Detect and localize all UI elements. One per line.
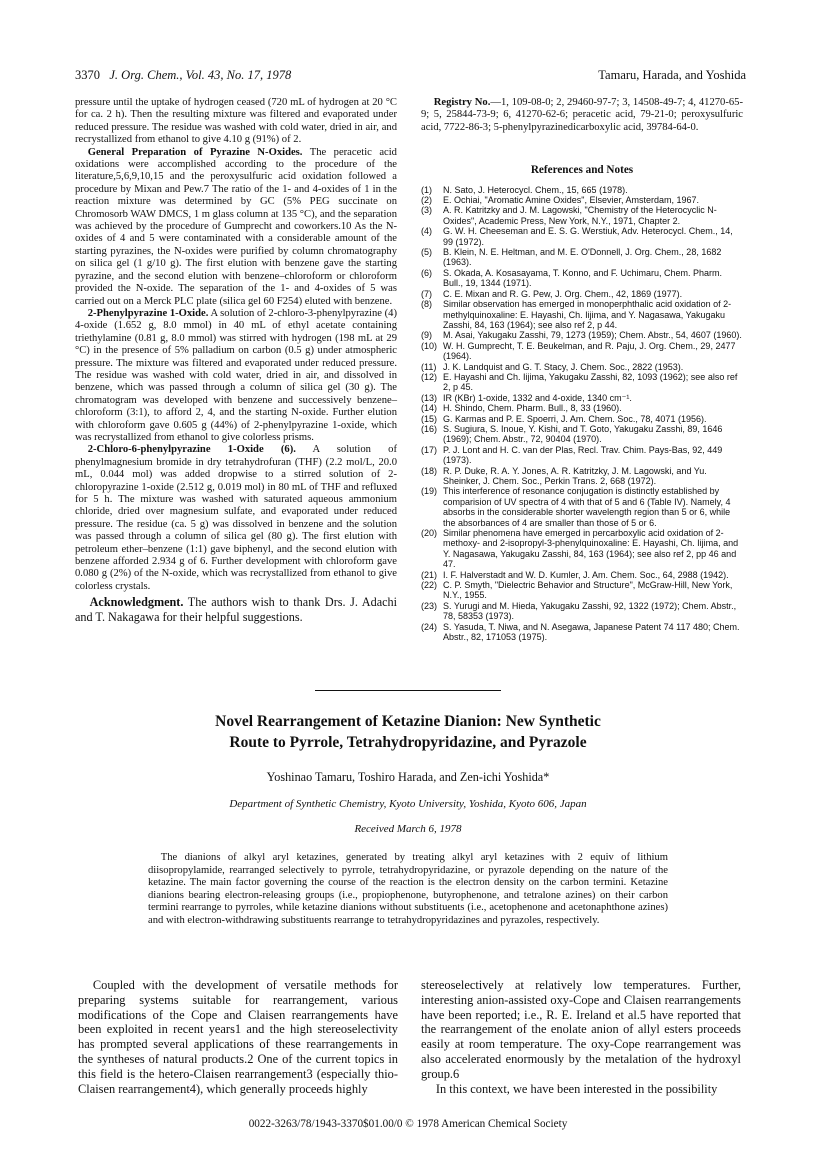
left-column	[75, 97, 397, 624]
reference-number: (21)	[421, 569, 438, 580]
reference-number: (22)	[421, 580, 438, 591]
reference-item	[421, 362, 743, 372]
acknowledgment	[75, 595, 397, 624]
section-heading: 2-Phenylpyrazine 1-Oxide.	[87, 307, 209, 319]
reference-number: (2)	[421, 195, 432, 206]
section-heading: Acknowledgment.	[89, 595, 184, 610]
reference-text: S. Yasuda, T. Niwa, and N. Asegawa, Japanese Patent 74 117 480; Chem. Abstr., 82, 171053 (1975).	[443, 621, 740, 643]
reference-item	[421, 414, 743, 424]
reference-item	[421, 226, 743, 247]
reference-number: (4)	[421, 226, 432, 237]
copyright-footer: 0022-3263/78/1943-3370$01.00/0 © 1978 American Chemical Society	[248, 1118, 568, 1130]
reference-number: (16)	[421, 423, 438, 434]
reference-text: G. W. H. Cheeseman and E. S. G. Werstiuk, Adv. Heterocycl. Chem., 14, 99 (1972).	[443, 226, 733, 247]
reference-text: W. H. Gumprecht, T. E. Beukelman, and R. Paju, J. Org. Chem., 29, 2477 (1964).	[443, 340, 736, 362]
reference-number: (17)	[421, 444, 438, 455]
paragraph-text: —1, 109-08-0; 2, 29460-97-7; 3, 14508-49-7; 4, 41270-65-9; 5, 25844-73-9; 6, 41270-62-6; peracetic acid, 79-21-0; peroxysulfuric acid, 7722-86-3; 5-phenylpyrazinedicarboxylic acid, 39784-64-0.	[421, 97, 743, 133]
reference-number: (19)	[421, 486, 438, 497]
reference-item	[421, 466, 743, 487]
article-title	[90, 711, 726, 753]
reference-text: A. R. Katritzky and J. M. Lagowski, "Chemistry of the Heterocyclic N-Oxides", Academic Press, New York, N.Y., 1971, Chapter 2.	[443, 205, 717, 226]
paragraph-phenylpyrazine-oxide	[75, 308, 397, 444]
reference-item	[421, 185, 743, 195]
affiliation: Department of Synthetic Chemistry, Kyoto University, Yoshida, Kyoto 606, Japan	[229, 798, 587, 810]
reference-number: (23)	[421, 600, 438, 611]
reference-number: (24)	[421, 621, 438, 632]
reference-item	[421, 528, 743, 570]
paragraph-hydrogenation: pressure until the uptake of hydrogen ceased (720 mL of hydrogen at 20 °C for ca. 2 h). Then the resulting mixture was filtered and evaporated under reduced pressure. The residue was washed with cold water, dried in air, and recrystallized from ethanol to give 4.10 g (91%) of 2.	[75, 97, 397, 146]
reference-item	[421, 393, 743, 403]
reference-text: E. Ochiai, "Aromatic Amine Oxides", Elsevier, Amsterdam, 1967.	[443, 195, 699, 206]
reference-text: G. Karmas and P. E. Spoerri, J. Am. Chem. Soc., 78, 4071 (1956).	[443, 413, 707, 424]
reference-number: (12)	[421, 371, 438, 382]
paragraph-text: A solution of phenylmagnesium bromide in dry tetrahydrofuran (THF) (2.2 mol/L, 20.0 mL, 0.044 mol) was added dropwise to a stirred solution of 2-chloropyrazine 1-oxide (2.512 g, 0.019 mol) in 80 mL of THF and refluxed for 5 h. The mixture was washed with saturated aqueous ammonium chloride, dried over magnesium sulfate, and evaporated under reduced pressure. The residue (ca. 5 g) was dissolved in benzene and the solution was passed through a column of silica gel (80 g). The first elution with petroleum ether–benzene (1:1) gave biphenyl, and the second elution with benzene afforded 2.934 g of 6. Further development with chloroform gave 0.080 g (2%) of the N-oxide, which was recrystallized from ethanol to give colorless crystals.	[75, 444, 397, 592]
reference-item	[421, 570, 743, 580]
reference-number: (8)	[421, 299, 432, 310]
reference-text: P. J. Lont and H. C. van der Plas, Recl. Trav. Chim. Pays-Bas, 92, 449 (1973).	[443, 444, 723, 466]
reference-text: E. Hayashi and Ch. Iijima, Yakugaku Zasshi, 82, 1093 (1962); see also ref 2, p 45.	[443, 371, 738, 393]
reference-item	[421, 330, 743, 340]
reference-text: R. P. Duke, R. A. Y. Jones, A. R. Katritzky, J. M. Lagowski, and Yu. Sheinker, J. Chem. Soc., Perkin Trans. 2, 668 (1972).	[443, 465, 707, 486]
journal-citation: J. Org. Chem., Vol. 43, No. 17, 1978	[109, 68, 292, 82]
reference-number: (10)	[421, 340, 438, 351]
reference-item	[421, 289, 743, 299]
body-left-column	[78, 978, 398, 1096]
page-number: 3370	[75, 68, 100, 82]
reference-item	[421, 205, 743, 226]
reference-text: This interference of resonance conjugation is distinctly established by comparision of UV spectra of 4 with that of 5 and 6 (Table IV). Namely, 4 absorbs in the considerable shorter wavelength region than 5 or 6, while the absorbances of 4 are smaller than those of 5 or 6.	[443, 486, 731, 528]
registry-numbers	[421, 97, 743, 134]
reference-text: M. Asai, Yakugaku Zasshi, 79, 1273 (1959); Chem. Abstr., 54, 4607 (1960).	[443, 330, 742, 341]
reference-text: S. Yurugi and M. Hieda, Yakugaku Zasshi, 92, 1322 (1972); Chem. Abstr., 78, 58353 (1973).	[443, 600, 737, 622]
reference-number: (7)	[421, 288, 432, 299]
reference-number: (3)	[421, 205, 432, 216]
reference-number: (15)	[421, 413, 438, 424]
title-line: Route to Pyrrole, Tetrahydropyridazine, and Pyrazole	[229, 734, 587, 751]
references-heading: References and Notes	[530, 164, 634, 177]
reference-text: IR (KBr) 1-oxide, 1332 and 4-oxide, 1340 cm⁻¹.	[443, 392, 632, 403]
paragraph-chloro-phenylpyrazine	[75, 444, 397, 593]
reference-number: (20)	[421, 528, 438, 539]
paragraph-text: A solution of 2-chloro-3-phenylpyrazine (4) 4-oxide (1.652 g, 8.0 mmol) in 40 mL of ethyl acetate containing triethylamine (0.81 g, 8.0 mmol) was stirred with hydrogen (198 mL at 29 °C) in the presence of 5% palladium on carbon (0.5 g) under atmospheric pressure. The mixture was filtered and evaporated under reduced pressure. The residue was washed with cold water, dried in air, and dissolved in benzene, which was passed through a column of silica gel (30 g). The chromatogram was developed with benzene and successively benzene–chloroform (3:1), to afford 2, 4, and the starting N-oxide. Further elution with chloroform gave 0.605 g (44%) of 2-phenylpyrazine 1-oxide, which was recrystallized from ethanol to give colorless prisms.	[75, 307, 397, 443]
received-date: Received March 6, 1978	[354, 823, 462, 835]
reference-item	[421, 195, 743, 205]
reference-number: (5)	[421, 247, 432, 258]
reference-item	[421, 580, 743, 601]
paragraph-n-oxide-prep	[75, 147, 397, 308]
reference-item	[421, 486, 743, 528]
references-list	[421, 185, 743, 643]
paragraph-text: The authors wish to thank Drs. J. Adachi and T. Nakagawa for their helpful suggestions.	[75, 595, 397, 624]
reference-item	[421, 403, 743, 413]
body-paragraph: Coupled with the development of versatile methods for preparing systems suitable for rearrangement, various modifications of the Cope and Claisen rearrangements have been exploited in recent years1 and the high stereoselectivity has prompted several applications of these rearrangements in the syntheses of natural products.2 One of the current topics in this field is the hetero-Claisen rearrangement3 (especially thio-Claisen rearrangement4), which generally proceeds highly	[78, 978, 398, 1096]
title-line: Novel Rearrangement of Ketazine Dianion: New Synthetic	[215, 713, 601, 730]
reference-text: S. Sugiura, S. Inoue, Y. Kishi, and T. Goto, Yakugaku Zasshi, 89, 1646 (1969); Chem. Abstr., 72, 90404 (1970).	[443, 423, 723, 445]
reference-item	[421, 247, 743, 268]
reference-item	[421, 622, 743, 643]
abstract: The dianions of alkyl aryl ketazines, generated by treating alkyl aryl ketazines with 2 equiv of lithium diisopropylamide, rearranged selectively to pyrrole, tetrahydropyridazine, or pyrazole depending on the nature of the ketazine. The main factor governing the course of the reaction is the electron density on the carbon termini. Ketazine dianions bearing electron-releasing groups (i.e., propiophenone, butyrophenone, and tetralone azines) on their carbon termini rearrange to pyrroles, while ketazine dianions without substituents (i.e., acetophenone and acetonaphthone azines) and with electron-withdrawing substituents rearrange to tetrahydropyridazines and pyrazoles, respectively.	[148, 852, 668, 926]
reference-number: (9)	[421, 330, 432, 341]
right-column	[421, 97, 743, 643]
reference-number: (6)	[421, 267, 432, 278]
reference-item	[421, 601, 743, 622]
body-right-column	[421, 978, 741, 1096]
reference-number: (14)	[421, 403, 438, 414]
reference-number: (1)	[421, 184, 432, 195]
reference-text: C. E. Mixan and R. G. Pew, J. Org. Chem., 42, 1869 (1977).	[443, 288, 683, 299]
reference-text: B. Klein, N. E. Heltman, and M. E. O'Donnell, J. Org. Chem., 28, 1682 (1963).	[443, 247, 722, 268]
reference-item	[421, 445, 743, 466]
reference-item	[421, 424, 743, 445]
section-heading: Registry No.	[433, 97, 491, 108]
body-paragraph: stereoselectively at relatively low temperatures. Further, interesting anion-assisted oxy-Cope and Claisen rearrangements have been reported; i.e., R. E. Ireland et al.5 have reported that the rearrangement of the enolate anion of allyl esters proceeds easily at room temperature. The oxy-Cope rearrangement was also accelerated enormously by the metalation of the hydroxyl group.6	[421, 978, 741, 1081]
section-divider	[315, 690, 501, 691]
reference-text: J. K. Landquist and G. T. Stacy, J. Chem. Soc., 2822 (1953).	[443, 361, 684, 372]
reference-item	[421, 341, 743, 362]
running-header-left	[75, 68, 291, 83]
paragraph-text: The peracetic acid oxidations were accomplished according to the procedure of the literature,5,6,9,10,15 and the peroxysulfuric acid oxidation followed a procedure by Mixan and Pew.7 The ratio of the 1- and 4-oxides of 1 in the reaction mixture was determined by GC (5% PEG succinate on Chromosorb WAW DMCS, 1 m glass column at 135 °C), and the separation was achieved by the procedure of Gumprecht and coworkers.10 As the N-oxides of 4 and 5 were contaminated with a considerable amount of the starting pyrazines, the N-oxides were purified by column chromatography on silica gel (1 g/10 g). The first elution with benzene gave the starting pyrazine, and the second elution with benzene–chloroform or chloroform provided the N-oxide. The separation of the 1- and 4-oxides of 5 was carried out on a Merck PLC plate (silica gel 60 F254) eluted with benzene.	[75, 146, 397, 307]
reference-item	[421, 299, 743, 330]
running-header-authors: Tamaru, Harada, and Yoshida	[598, 68, 746, 82]
reference-text: C. P. Smyth, "Dielectric Behavior and Structure", McGraw-Hill, New York, N.Y., 1955.	[443, 580, 733, 601]
reference-number: (18)	[421, 465, 438, 476]
reference-text: I. F. Halverstadt and W. D. Kumler, J. Am. Chem. Soc., 64, 2988 (1942).	[443, 569, 729, 580]
article-authors: Yoshinao Tamaru, Toshiro Harada, and Zen-ichi Yoshida*	[266, 770, 550, 784]
reference-text: H. Shindo, Chem. Pharm. Bull., 8, 33 (1960).	[443, 403, 622, 414]
reference-text: N. Sato, J. Heterocycl. Chem., 15, 665 (1978).	[443, 184, 628, 195]
section-heading: General Preparation of Pyrazine N-Oxides.	[87, 146, 303, 158]
reference-text: Similar observation has emerged in monoperphthalic acid oxidation of 2-methylquinoxaline: E. Hayashi, Ch. Iijima, and Y. Nagasawa, Yakugaku Zasshi, 84, 163 (1964); see also ref 2, p 44.	[443, 299, 732, 330]
reference-number: (11)	[421, 361, 437, 372]
section-heading: 2-Chloro-6-phenylpyrazine 1-Oxide (6).	[87, 444, 296, 456]
reference-text: S. Okada, A. Kosasayama, T. Konno, and F. Uchimaru, Chem. Pharm. Bull., 19, 1344 (1971).	[443, 267, 722, 289]
body-paragraph: In this context, we have been interested in the possibility	[435, 1081, 718, 1096]
reference-item	[421, 268, 743, 289]
reference-text: Similar phenomena have emerged in percarboxylic acid oxidation of 2-methoxy- and 2-isopropyl-3-phenylquinoxaline: E. Hayashi, Ch. Iijima, and Y. Nagasawa, Yakugaku Zasshi, 84, 163 (1964); see also ref 2, pp 46 and 47.	[443, 528, 739, 570]
reference-item	[421, 372, 743, 393]
reference-number: (13)	[421, 392, 438, 403]
